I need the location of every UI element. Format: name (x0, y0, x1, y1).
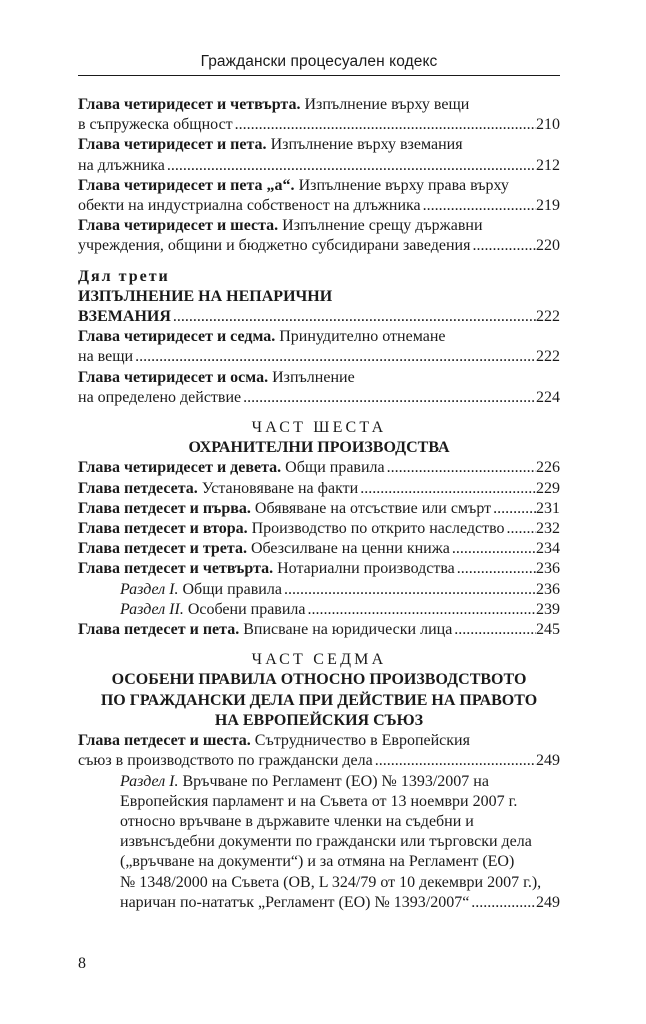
chapter-label: Глава четиридесет и осма. (78, 368, 269, 386)
toc-entry[interactable] (78, 499, 560, 519)
toc-section-entry[interactable] (78, 600, 560, 620)
header-rule (78, 75, 560, 76)
page-ref: 234 (536, 540, 560, 558)
chapter-title-cont: на вещи (78, 348, 134, 366)
part-title-line: ПО ГРАЖДАНСКИ ДЕЛА ПРИ ДЕЙСТВИЕ НА ПРАВОТО (100, 691, 538, 709)
toc-entry[interactable] (78, 620, 560, 640)
leader-dots (133, 347, 536, 367)
chapter-title-cont: учреждения, общини и бюджетно субсидирани заведения (78, 237, 471, 255)
section-title-line: № 1348/2000 на Съвета (ОВ, L 324/79 от 10 декември 2007 г.), (120, 873, 542, 891)
chapter-label: Глава четиридесет и девета. (78, 459, 282, 477)
toc-entry[interactable] (78, 327, 560, 367)
chapter-title-cont: обекти на индустриална собственост на длъжника (78, 197, 421, 215)
leader-dots (491, 499, 536, 519)
section-title-line: извънсъдебни документи по граждански или търговски дела (120, 833, 532, 851)
toc-entry[interactable] (78, 368, 560, 408)
page-number: 8 (78, 955, 86, 972)
leader-dots (306, 600, 536, 620)
chapter-label: Глава петдесет и първа. (78, 499, 251, 517)
toc-entry[interactable] (78, 559, 560, 579)
section-label: Раздел I. (120, 580, 179, 598)
page-ref: 249 (536, 752, 560, 770)
page-ref: 231 (536, 499, 560, 517)
leader-dots (469, 893, 536, 913)
page-ref: 219 (536, 197, 560, 215)
toc-entry[interactable] (78, 176, 560, 216)
toc-entry[interactable] (78, 519, 560, 539)
leader-dots (282, 580, 536, 600)
chapter-title: Общи правила (285, 459, 385, 477)
chapter-label: Глава петдесета. (78, 479, 198, 497)
toc-entry[interactable] (78, 95, 560, 135)
toc-content (78, 95, 560, 913)
page-ref: 226 (536, 459, 560, 477)
page-ref: 222 (536, 308, 560, 326)
chapter-title: Изпълнение върху вещи (304, 96, 470, 113)
chapter-label: Глава четиридесет и седма. (78, 328, 276, 346)
leader-dots (421, 196, 536, 216)
leader-dots (241, 388, 536, 408)
section-title-line: Европейския парламент и на Съвета от 13 ноември 2007 г. (120, 792, 518, 810)
section-label: Раздел II. (120, 600, 184, 618)
chapter-title: Принудително отнемане (279, 328, 446, 346)
toc-entry[interactable] (78, 539, 560, 559)
section-title: Общи правила (182, 580, 282, 598)
leader-dots (171, 307, 536, 327)
leader-dots (358, 479, 536, 499)
page-ref: 232 (536, 520, 560, 538)
section-title-line: относно връчване в държавите членки на съдебни и (120, 812, 474, 830)
leader-dots (505, 519, 536, 539)
page-ref: 239 (536, 600, 560, 618)
chapter-title-cont: на определено действие (78, 388, 242, 406)
leader-dots (455, 559, 536, 579)
page-ref: 210 (536, 116, 560, 134)
running-head: Граждански процесуален кодекс (200, 53, 438, 70)
section-label: Раздел I. (120, 772, 179, 790)
chapter-label: Глава петдесет и пета. (78, 621, 240, 639)
leader-dots (450, 539, 536, 559)
page-ref: 236 (536, 580, 560, 598)
chapter-title: Изпълнение (272, 368, 355, 386)
chapter-label: Глава четиридесет и шеста. (78, 217, 279, 235)
toc-entry[interactable] (78, 731, 560, 771)
division-label: Дял трети (78, 267, 170, 285)
part-title-line: НА ЕВРОПЕЙСКИЯ СЪЮЗ (214, 711, 424, 729)
toc-section-entry[interactable] (78, 772, 560, 913)
page-ref: 229 (536, 479, 560, 497)
toc-entry[interactable] (78, 135, 560, 175)
leader-dots (165, 156, 536, 176)
chapter-title: Изпълнение върху права върху (298, 176, 509, 194)
section-title: Връчване по Регламент (ЕО) № 1393/2007 на (182, 772, 489, 790)
page-ref: 249 (536, 893, 560, 911)
chapter-title: Сътрудничество в Европейския (254, 732, 470, 750)
section-title-line: („връчване на документи“) и за отмяна на Регламент (ЕО) (120, 853, 515, 871)
section-title-cont: наричан по-нататък „Регламент (ЕО) № 1393/2007“ (120, 893, 470, 911)
toc-entry-division[interactable] (78, 287, 560, 327)
division-title-cont: ВЗЕМАНИЯ (78, 308, 171, 326)
chapter-title-cont: на длъжника (78, 156, 165, 174)
leader-dots (233, 115, 536, 135)
page-ref: 222 (536, 348, 560, 366)
part-label: ЧАСТ ШЕСТА (251, 419, 387, 437)
page-ref: 212 (536, 156, 560, 174)
chapter-label: Глава петдесет и трета. (78, 540, 247, 558)
chapter-title: Изпълнение срещу държавни (282, 217, 483, 235)
chapter-label: Глава четиридесет и пета. (78, 136, 267, 154)
chapter-title: Изпълнение върху вземания (270, 136, 463, 154)
page-ref: 245 (536, 621, 560, 639)
section-title: Особени правила (187, 600, 306, 618)
page-ref: 224 (536, 388, 560, 406)
chapter-title: Производство по открито наследство (251, 520, 505, 538)
chapter-title-cont: съюз в производството по граждански дела (78, 752, 373, 770)
leader-dots (452, 620, 536, 640)
leader-dots (373, 751, 536, 771)
part-label: ЧАСТ СЕДМА (251, 651, 387, 669)
part-title: ОХРАНИТЕЛНИ ПРОИЗВОДСТВА (188, 439, 450, 457)
chapter-label: Глава четиридесет и четвърта. (78, 96, 301, 113)
chapter-label: Глава четиридесет и пета „а“. (78, 176, 295, 194)
chapter-title: Вписване на юридически лица (243, 621, 453, 639)
chapter-label: Глава петдесет и втора. (78, 520, 248, 538)
toc-entry[interactable] (78, 216, 560, 256)
leader-dots (385, 458, 536, 478)
toc-section-entry[interactable] (78, 580, 560, 600)
page-ref: 220 (536, 237, 560, 255)
toc-entry[interactable] (78, 458, 560, 478)
part-title-line: ОСОБЕНИ ПРАВИЛА ОТНОСНО ПРОИЗВОДСТВОТО (111, 671, 527, 689)
chapter-label: Глава петдесет и шеста. (78, 732, 251, 750)
division-title: ИЗПЪЛНЕНИЕ НА НЕПАРИЧНИ (78, 287, 333, 305)
toc-entry[interactable] (78, 479, 560, 499)
chapter-title-cont: в съпружеска общност (78, 116, 233, 134)
chapter-label: Глава петдесет и четвърта. (78, 560, 274, 578)
leader-dots (470, 236, 536, 256)
chapter-title: Нотариални производства (277, 560, 455, 578)
chapter-title: Обезсилване на ценни книжа (250, 540, 450, 558)
chapter-title: Установяване на факти (201, 479, 359, 497)
page-ref: 236 (536, 560, 560, 578)
chapter-title: Обявяване на отсъствие или смърт (254, 499, 492, 517)
